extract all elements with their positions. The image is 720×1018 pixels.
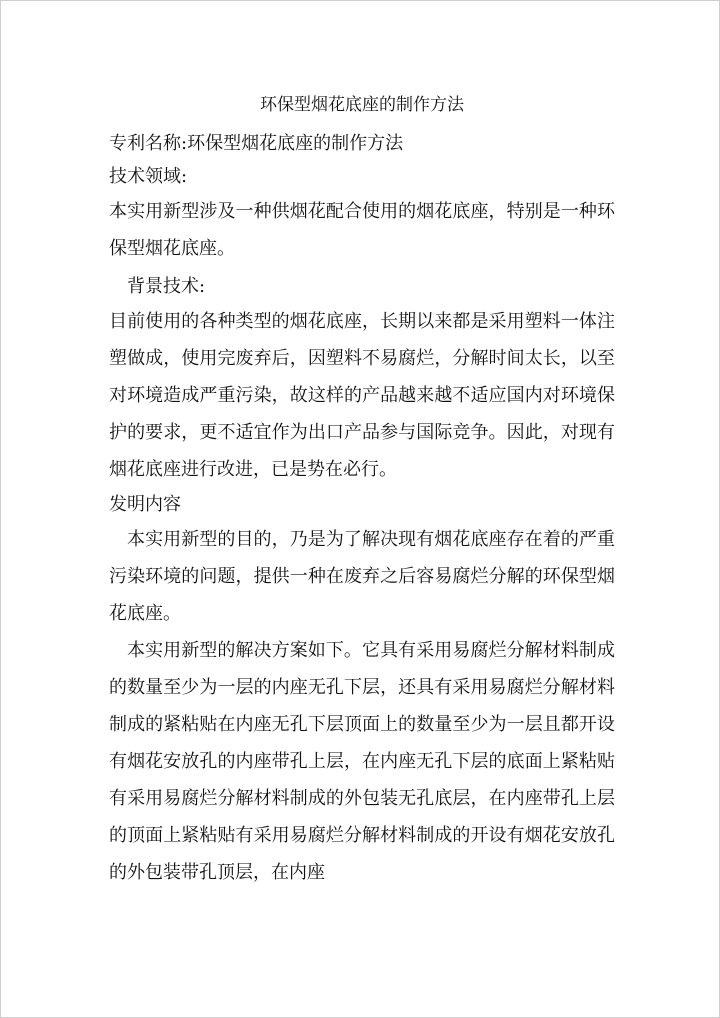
invention-paragraph-1: 本实用新型的目的，乃是为了解决现有烟花底座存在着的严重污染环境的问题，提供一种在废弃之后容易腐烂分解的环保型烟花底座。	[109, 529, 615, 624]
invention-heading: 发明内容	[109, 494, 181, 515]
patent-name: 专利名称:环保型烟花底座的制作方法	[109, 133, 404, 154]
background-text: 目前使用的各种类型的烟花底座，长期以来都是采用塑料一体注塑做成，使用完废弃后，因塑料不易腐烂，分解时间太长，以至对环境造成严重污染，故这样的产品越来越不适应国内对环境保护的要求，更不适宜作为出口产品参与国际竞争。因此，对现有烟花底座进行改进，已是势在必行。	[109, 311, 615, 480]
background-heading: 背景技术:	[127, 276, 206, 297]
document-body	[109, 89, 615, 891]
document-title: 环保型烟花底座的制作方法	[260, 95, 464, 115]
tech-field-heading: 技术领域:	[109, 166, 188, 187]
invention-paragraph-2: 本实用新型的解决方案如下。它具有采用易腐烂分解材料制成的数量至少为一层的内座无孔下层，还具有采用易腐烂分解材料制成的紧粘贴在内座无孔下层顶面上的数量至少为一层且都开设有烟花安放孔的内座带孔上层，在内座无孔下层的底面上紧粘贴有采用易腐烂分解材料制成的外包装无孔底层，在内座带孔上层的顶面上紧粘贴有采用易腐烂分解材料制成的开设有烟花安放孔的外包装带孔顶层，在内座	[109, 640, 615, 883]
tech-field-text: 本实用新型涉及一种供烟花配合使用的烟花底座，特别是一种环保型烟花底座。	[109, 201, 615, 259]
